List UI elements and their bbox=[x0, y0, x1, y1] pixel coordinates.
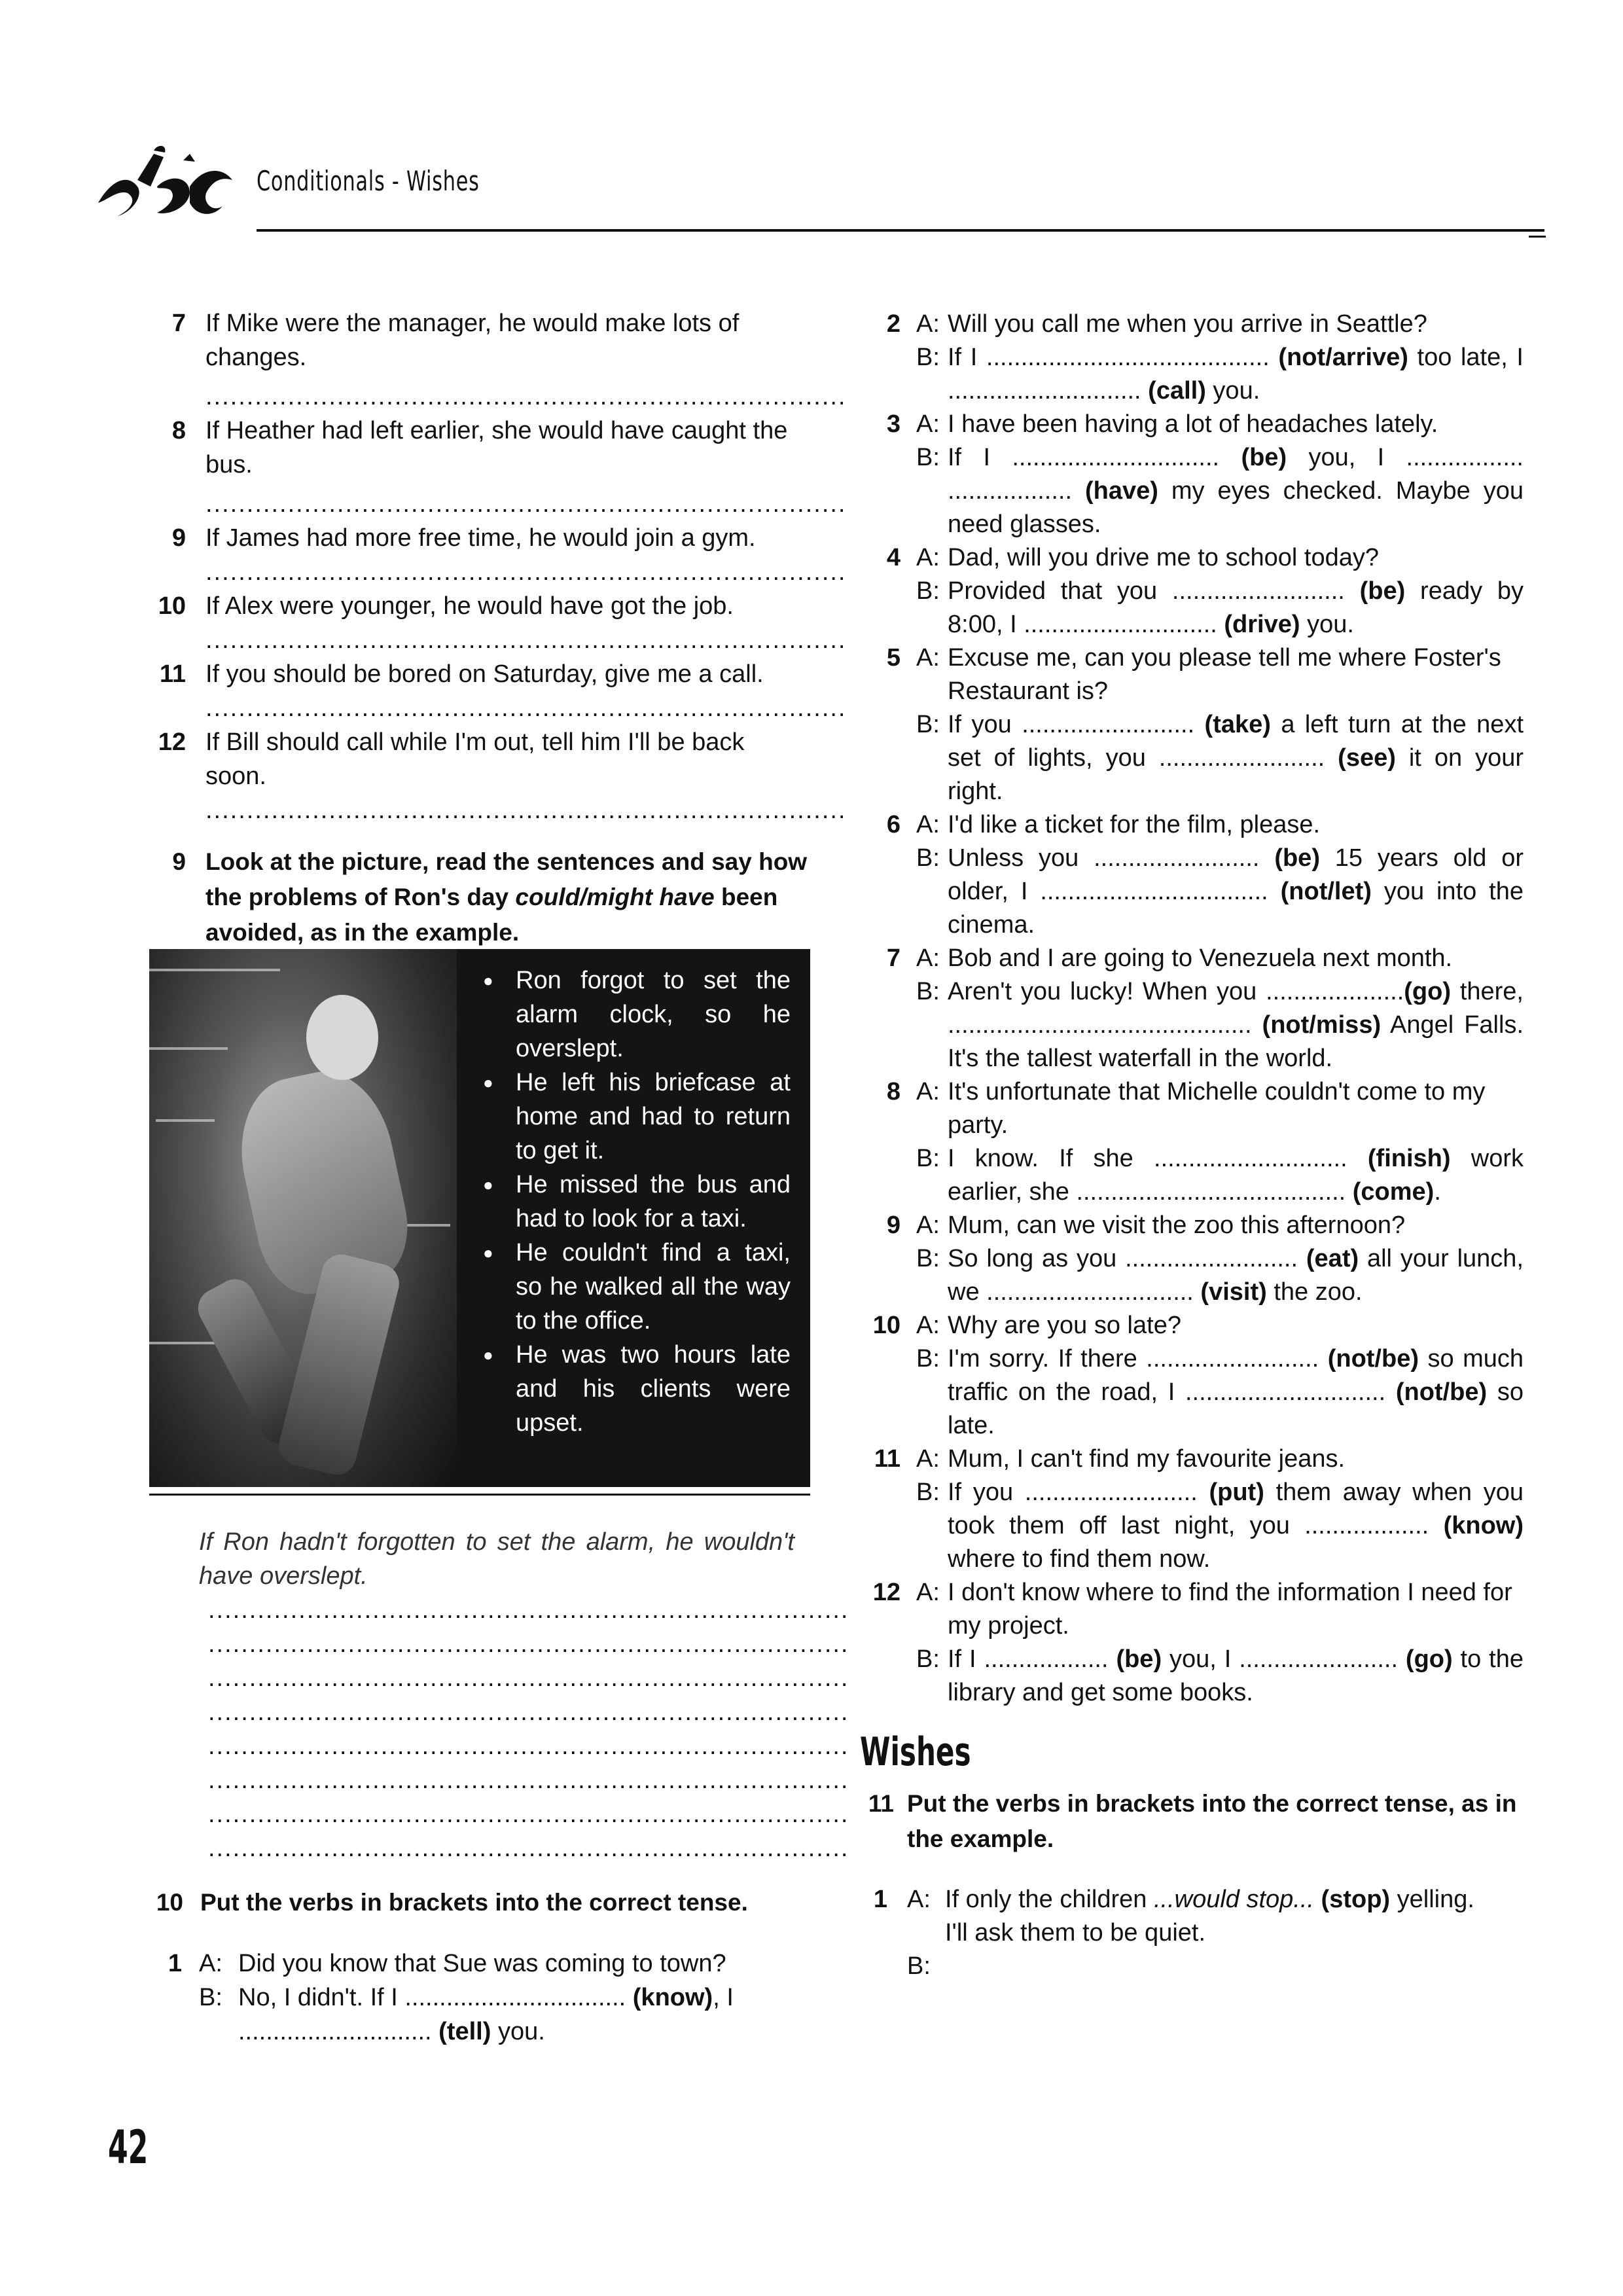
speaker-b: B: bbox=[916, 577, 940, 605]
exercise-11-text: Put the verbs in brackets into the correct tense, as in the example. bbox=[907, 1790, 1517, 1852]
text-part: If you ......................... bbox=[948, 1479, 1209, 1506]
text-part: Unless you ........................ bbox=[948, 844, 1275, 872]
speaker-a: A: bbox=[199, 1950, 223, 1977]
answer-line[interactable]: .............................................................................. bbox=[208, 1698, 849, 1726]
text-part: there, ............................................ bbox=[948, 978, 1524, 1039]
speaker-a: A: bbox=[916, 1078, 940, 1105]
speaker-b: B: bbox=[199, 1984, 223, 2011]
problem-list bbox=[476, 963, 791, 1440]
line-b bbox=[948, 341, 1524, 408]
verb-hint: (visit) bbox=[1200, 1278, 1267, 1306]
dialog-list bbox=[863, 308, 1524, 1710]
exercise-11-instruction bbox=[863, 1786, 1524, 1857]
line-b bbox=[948, 1242, 1524, 1309]
item-sentence: If you should be bored on Saturday, give me a call. bbox=[205, 660, 764, 688]
speaker-b: B: bbox=[916, 978, 940, 1005]
right-column bbox=[860, 308, 1524, 1980]
item-number: 8 bbox=[886, 1078, 901, 1105]
verb-hint: (be) bbox=[1274, 844, 1320, 872]
speaker-a: A: bbox=[916, 944, 940, 972]
answer-line[interactable]: .............................................................................. bbox=[205, 797, 847, 824]
verb-hint: (have) bbox=[1084, 477, 1158, 505]
verb-hint: (call) bbox=[1148, 377, 1206, 404]
line-a: Will you call me when you arrive in Seattle? bbox=[948, 310, 1427, 338]
item-sentence: If Bill should call while I'm out, tell him I'll be back soon. bbox=[205, 728, 745, 790]
line-b bbox=[948, 708, 1524, 808]
dialog-item bbox=[863, 1443, 1524, 1576]
line-b bbox=[238, 1981, 788, 2015]
dialog-item bbox=[863, 308, 1524, 408]
exercise-10-text: Put the verbs in brackets into the correct tense. bbox=[200, 1889, 748, 1916]
text-part: I'm sorry. If there ......................... bbox=[948, 1345, 1328, 1372]
line-a: Bob and I are going to Venezuela next month. bbox=[948, 944, 1453, 972]
line-a: Did you know that Sue was coming to town? bbox=[238, 1950, 726, 1977]
verb-hint: (drive) bbox=[1224, 611, 1300, 638]
exercise-9-answers bbox=[149, 1525, 849, 2049]
header-rule bbox=[257, 229, 1544, 232]
line-a: I have been having a lot of headaches lately. bbox=[948, 410, 1438, 438]
item-number: 7 bbox=[886, 944, 901, 972]
line-a: Dad, will you drive me to school today? bbox=[948, 544, 1379, 571]
verb-hint: (not/be) bbox=[1395, 1378, 1488, 1406]
list-item bbox=[149, 657, 847, 725]
item-sentence: If Alex were younger, he would have got the job. bbox=[205, 592, 734, 620]
text-part: to the library and get some books. bbox=[948, 1645, 1524, 1706]
instr-part: been avoided, as in the example. bbox=[205, 884, 778, 946]
speaker-a: A: bbox=[916, 811, 940, 838]
text-part bbox=[1314, 1886, 1321, 1913]
header-title: Conditionals - Wishes bbox=[257, 165, 480, 197]
speaker-b: B: bbox=[916, 1145, 940, 1172]
verb-hint: (not/miss) bbox=[1262, 1011, 1382, 1039]
text-part: a left turn at the next set of lights, you ........................ bbox=[948, 711, 1524, 772]
text-part: So long as you ......................... bbox=[948, 1245, 1306, 1272]
text-part: you. bbox=[1205, 377, 1260, 404]
line-b bbox=[948, 1142, 1524, 1209]
answer-line[interactable]: .............................................................................. bbox=[208, 1835, 849, 1862]
speaker-a: A: bbox=[907, 1886, 931, 1913]
line-b: I'll ask them to be quiet. bbox=[945, 1919, 1206, 1946]
line-a bbox=[945, 1883, 1521, 1916]
item-sentence: If Heather had left earlier, she would have caught the bus. bbox=[205, 417, 788, 478]
item-number: 9 bbox=[171, 524, 186, 552]
item-number: 1 bbox=[168, 1950, 182, 1977]
line-a: Mum, I can't find my favourite jeans. bbox=[948, 1445, 1346, 1473]
item-number: 9 bbox=[886, 1211, 901, 1239]
text-part: ............................ bbox=[238, 2018, 439, 2045]
item-number: 11 bbox=[874, 1445, 901, 1473]
logo-icon bbox=[92, 141, 242, 226]
line-a: I don't know where to find the information I need for my project. bbox=[948, 1579, 1512, 1640]
answer-line[interactable]: .............................................................................. bbox=[205, 694, 847, 722]
exercise-number: 11 bbox=[868, 1790, 894, 1817]
speaker-a: A: bbox=[916, 1445, 940, 1473]
photo-panel bbox=[149, 949, 810, 1487]
text-part: If I .................. bbox=[948, 1645, 1116, 1673]
answer-line[interactable]: .............................................................................. bbox=[205, 383, 847, 410]
dialog-item bbox=[863, 1209, 1524, 1309]
text-part: No, I didn't. If I ................................ bbox=[238, 1984, 626, 2011]
line-a: Mum, can we visit the zoo this afternoon? bbox=[948, 1211, 1406, 1239]
text-part: . bbox=[1434, 1178, 1441, 1206]
verb-hint: (know) bbox=[1443, 1512, 1524, 1539]
exercise-10-instruction bbox=[149, 1885, 817, 1920]
line-a: Excuse me, can you please tell me where Foster's Restaurant is? bbox=[948, 644, 1501, 705]
speaker-a: A: bbox=[916, 1579, 940, 1606]
speaker-b: B: bbox=[916, 444, 940, 471]
speaker-b: B: bbox=[916, 1345, 940, 1372]
item-number: 10 bbox=[158, 592, 186, 620]
speaker-b: B: bbox=[916, 1645, 940, 1673]
item-number: 12 bbox=[872, 1579, 901, 1606]
text-part: so late. bbox=[948, 1378, 1524, 1439]
text-part: you. bbox=[491, 2018, 545, 2045]
verb-hint: (eat) bbox=[1306, 1245, 1359, 1272]
text-part: my eyes checked. Maybe you need glasses. bbox=[948, 477, 1524, 538]
list-item bbox=[149, 521, 847, 589]
list-item: ● He couldn't find a taxi, so he walked all the way to the office. bbox=[476, 1236, 791, 1338]
verb-hint: (see) bbox=[1338, 744, 1396, 772]
text-part: so much traffic on the road, I ............................. bbox=[948, 1345, 1524, 1406]
verb-hint: (take) bbox=[1204, 711, 1271, 738]
answer-line[interactable]: .............................................................................. bbox=[208, 1767, 849, 1794]
text-part: I know. If she ............................ bbox=[948, 1145, 1368, 1172]
answer-line[interactable]: .............................................................................. bbox=[205, 626, 847, 654]
line-b-cont bbox=[238, 2015, 817, 2049]
speaker-b: B: bbox=[916, 711, 940, 738]
section-title-wishes: Wishes bbox=[860, 1729, 971, 1775]
text-part: them away when you took them off last night, you .................. bbox=[948, 1479, 1524, 1539]
speaker-a: A: bbox=[916, 310, 940, 338]
verb-hint: (finish) bbox=[1367, 1145, 1451, 1172]
header-dash bbox=[1529, 236, 1546, 238]
verb-hint: (come) bbox=[1352, 1178, 1435, 1206]
line-b bbox=[948, 1476, 1524, 1576]
dialog-item bbox=[863, 808, 1524, 942]
verb-hint: (not/be) bbox=[1327, 1345, 1419, 1372]
example-sentence: If Ron hadn't forgotten to set the alarm, he wouldn't have overslept. bbox=[199, 1528, 794, 1590]
verb-hint: (be) bbox=[1241, 444, 1287, 471]
speaker-b: B: bbox=[916, 1479, 940, 1506]
item-number: 10 bbox=[872, 1312, 901, 1339]
dialog-item bbox=[863, 1075, 1524, 1209]
line-a: It's unfortunate that Michelle couldn't come to my party. bbox=[948, 1078, 1486, 1139]
line-a: I'd like a ticket for the film, please. bbox=[948, 811, 1321, 838]
answer-line[interactable]: .............................................................................. bbox=[205, 490, 847, 518]
line-b bbox=[948, 975, 1524, 1075]
verb-hint: (not/arrive) bbox=[1278, 344, 1408, 371]
verb-hint: (put) bbox=[1209, 1479, 1264, 1506]
speaker-a: A: bbox=[916, 1312, 940, 1339]
text-part: work earlier, she ....................................... bbox=[948, 1145, 1524, 1206]
item-sentence: If James had more free time, he would join a gym. bbox=[205, 524, 756, 552]
text-part: If you ......................... bbox=[948, 711, 1205, 738]
list-item: ● He missed the bus and had to look for a taxi. bbox=[476, 1168, 791, 1236]
divider bbox=[149, 1494, 810, 1496]
speaker-b: B: bbox=[916, 344, 940, 371]
speaker-a: A: bbox=[916, 410, 940, 438]
item-number: 1 bbox=[873, 1886, 887, 1913]
text-part: yelling. bbox=[1390, 1886, 1474, 1913]
text-part: If I .............................. bbox=[948, 444, 1241, 471]
verb-hint: (know) bbox=[632, 1984, 713, 2011]
verb-hint: (be) bbox=[1116, 1645, 1162, 1673]
item-number: 6 bbox=[886, 811, 901, 838]
list-item bbox=[149, 414, 847, 521]
answer-line[interactable]: .............................................................................. bbox=[208, 1630, 849, 1658]
line-b bbox=[948, 842, 1524, 942]
dialog-item bbox=[863, 942, 1524, 1075]
list-item: ● Ron forgot to set the alarm clock, so he overslept. bbox=[476, 963, 791, 1066]
text-part: , I bbox=[713, 1984, 734, 2011]
speaker-a: A: bbox=[916, 544, 940, 571]
line-b bbox=[948, 575, 1524, 641]
list-item: ● He left his briefcase at home and had to return to get it. bbox=[476, 1066, 791, 1168]
item-number: 12 bbox=[158, 728, 186, 756]
text-part: Aren't you lucky! When you .................... bbox=[948, 978, 1404, 1005]
item-number: 5 bbox=[886, 644, 901, 672]
answer-line[interactable]: .............................................................................. bbox=[208, 1596, 849, 1624]
instr-part: Look at the picture, read the sentences and say how the problems of Ron's day bbox=[205, 848, 808, 910]
text-part: the zoo. bbox=[1266, 1278, 1363, 1306]
dialog-item bbox=[149, 1946, 817, 2049]
instr-emphasis: could/might have bbox=[515, 884, 715, 910]
item-number: 2 bbox=[886, 310, 901, 338]
text-part: you. bbox=[1300, 611, 1354, 638]
text-part: you, I ....................... bbox=[1162, 1645, 1406, 1673]
speaker-b: B: bbox=[916, 844, 940, 872]
dialog-item bbox=[863, 1883, 1524, 1980]
verb-hint: (tell) bbox=[438, 2018, 491, 2045]
text-part: where to find them now. bbox=[948, 1545, 1211, 1573]
left-column bbox=[149, 306, 847, 950]
verb-hint: (go) bbox=[1405, 1645, 1453, 1673]
item-number: 11 bbox=[159, 660, 186, 688]
text-part: you into the cinema. bbox=[948, 878, 1524, 939]
list-item: ● He was two hours late and his clients were upset. bbox=[476, 1338, 791, 1440]
answer-line[interactable]: .............................................................................. bbox=[205, 558, 847, 586]
answer-line[interactable]: .............................................................................. bbox=[208, 1732, 849, 1760]
line-b bbox=[948, 1342, 1524, 1443]
answer-line[interactable]: .............................................................................. bbox=[208, 1664, 849, 1692]
exercise-9-instruction bbox=[149, 844, 817, 950]
line-b bbox=[948, 1643, 1524, 1710]
speaker-b: B: bbox=[907, 1952, 931, 1980]
text-part: all your lunch, we .............................. bbox=[948, 1245, 1524, 1306]
text-part: Angel Falls. It's the tallest waterfall in the world. bbox=[948, 1011, 1524, 1072]
text-part: 15 years old or older, I ................................. bbox=[948, 844, 1524, 905]
text-part: If I ......................................... bbox=[948, 344, 1279, 371]
list-item bbox=[149, 589, 847, 657]
page-number: 42 bbox=[108, 2121, 149, 2174]
item-number: 7 bbox=[171, 310, 186, 337]
speaker-a: A: bbox=[916, 644, 940, 672]
text-part: too late, I ............................ bbox=[948, 344, 1524, 404]
verb-hint: (not/let) bbox=[1280, 878, 1372, 905]
verb-hint: (stop) bbox=[1321, 1886, 1391, 1913]
text-part: Provided that you ......................... bbox=[948, 577, 1360, 605]
item-sentence: If Mike were the manager, he would make lots of changes. bbox=[205, 310, 740, 371]
list-item bbox=[149, 306, 847, 414]
list-item bbox=[149, 725, 847, 827]
example-answer: ...would stop... bbox=[1153, 1886, 1314, 1913]
exercise-number: 9 bbox=[172, 848, 186, 875]
speaker-b: B: bbox=[916, 1245, 940, 1272]
runner-photo bbox=[149, 949, 457, 1487]
text-part: If only the children bbox=[945, 1886, 1154, 1913]
item-number: 3 bbox=[886, 410, 901, 438]
exercise-9-text bbox=[205, 844, 821, 950]
text-part: you, I ................. .................. bbox=[948, 444, 1524, 505]
dialog-item bbox=[863, 1576, 1524, 1710]
dialog-item bbox=[863, 1309, 1524, 1443]
dialog-item bbox=[863, 541, 1524, 641]
answer-line[interactable]: .............................................................................. bbox=[208, 1801, 849, 1828]
exercise-number: 10 bbox=[156, 1889, 183, 1916]
item-number: 8 bbox=[171, 417, 186, 444]
text-part: ready by 8:00, I ............................ bbox=[948, 577, 1524, 638]
line-b bbox=[948, 441, 1524, 541]
verb-hint: (go) bbox=[1404, 978, 1451, 1005]
verb-hint: (be) bbox=[1359, 577, 1406, 605]
dialog-item bbox=[863, 641, 1524, 808]
speaker-a: A: bbox=[916, 1211, 940, 1239]
text-part: it on your right. bbox=[948, 744, 1524, 805]
item-number: 4 bbox=[886, 544, 901, 571]
line-a: Why are you so late? bbox=[948, 1312, 1181, 1339]
dialog-item bbox=[863, 408, 1524, 541]
